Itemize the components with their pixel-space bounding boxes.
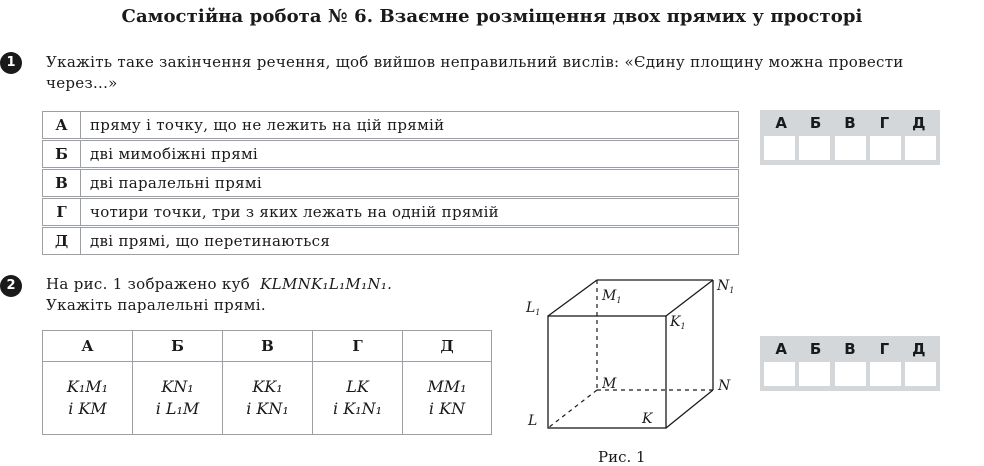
question-number-1: 1 [0,52,22,74]
answer-box[interactable] [764,136,795,160]
page-title: Самостійна робота № 6. Взаємне розміщення двох прямих у просторі [121,6,863,27]
cell-line1: LK [346,377,369,396]
answer-letter: Д [912,340,926,358]
answer-box[interactable] [905,362,936,386]
label-L1: $L_1$ [526,300,541,317]
question-number-2: 2 [0,275,22,297]
option-row-d [42,227,739,255]
option-letter: А [43,112,81,138]
cell-line2: і KM [68,399,107,418]
table-header: Б [133,331,223,362]
answer-box[interactable] [799,136,830,160]
option-text: чотири точки, три з яких лежать на одній прямій [90,203,499,221]
table-cell [403,362,492,435]
answer-box[interactable] [835,362,866,386]
table-header: Г [313,331,403,362]
answer-grid-2 [760,336,940,391]
answer-grid-1 [760,110,940,165]
label-K1: $K_1$ [670,314,686,331]
label-N: N [718,378,731,394]
cell-line2: і K₁N₁ [333,399,382,418]
cell-line1: K₁M₁ [66,377,109,396]
table-header: А [43,331,133,362]
answer-box[interactable] [870,362,901,386]
answer-letter: Г [879,114,890,132]
edge-NK [666,390,713,428]
answer-box[interactable] [870,136,901,160]
label-M1: $M_1$ [602,288,622,305]
label-K: K [642,411,653,427]
figure-caption: Рис. 1 [598,448,646,466]
answer-box[interactable] [799,362,830,386]
table-cell [133,362,223,435]
table-cell [223,362,313,435]
cell-line1: KN₁ [161,377,194,396]
option-row-h [42,198,739,226]
option-row-v [42,169,739,197]
question-1-text: Укажіть таке закінчення речення, щоб вийшов неправильний вислів: «Єдину площину можна провести через...» [46,53,904,92]
cell-line2: і KN [428,399,466,418]
label-L: L [528,413,538,429]
table-cell [43,362,133,435]
option-text: пряму і точку, що не лежить на цій прямій [90,116,445,134]
option-text: дві паралельні прямі [90,174,262,192]
edge-L1M1 [548,280,597,316]
cube-figure [520,266,750,448]
label-N1: $N_1$ [717,278,735,295]
cell-line1: KK₁ [252,377,283,396]
question-2-line2: Укажіть паралельні прямі. [46,296,266,314]
option-letter: Г [43,199,81,225]
answer-box[interactable] [905,136,936,160]
answer-letter: В [844,340,856,358]
option-letter: В [43,170,81,196]
answer-letter: Б [809,114,822,132]
option-row-b [42,140,739,168]
option-text: дві прямі, що перетинаються [90,232,331,250]
label-M: M [602,376,617,392]
cell-line2: і KN₁ [246,399,289,418]
option-text: дві мимобіжні прямі [90,145,259,163]
answer-letter: Г [879,340,890,358]
edge-ML-hidden [548,390,597,428]
answer-options-table [42,330,492,435]
answer-letter: Б [809,340,822,358]
option-row-a [42,111,739,139]
option-letter: Д [43,228,81,254]
cube-name: KLMNK₁L₁M₁N₁. [260,275,393,293]
question-2-text [46,274,516,316]
answer-letter: А [775,114,787,132]
cell-line1: MM₁ [427,377,467,396]
answer-box[interactable] [835,136,866,160]
answer-letter: В [844,114,856,132]
question-2-prefix: На рис. 1 зображено куб [46,275,251,293]
cell-line2: і L₁M [155,399,200,418]
table-header: Д [403,331,492,362]
answer-letter: Д [912,114,926,132]
answer-letter: А [775,340,787,358]
answer-box[interactable] [764,362,795,386]
table-cell [313,362,403,435]
option-letter: Б [43,141,81,167]
table-header: В [223,331,313,362]
edge-N1K1 [666,280,713,316]
